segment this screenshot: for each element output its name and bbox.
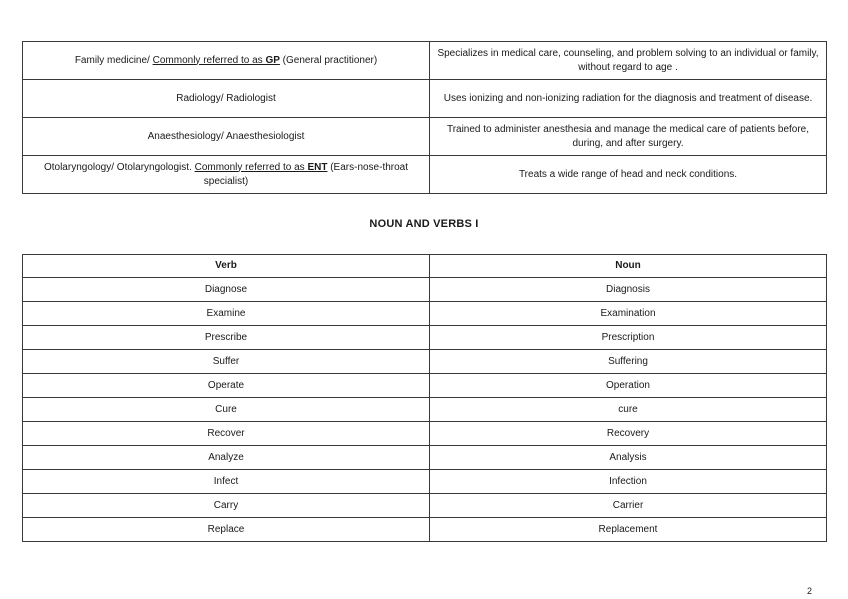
verb-cell: Carry [23, 494, 430, 518]
table-row [23, 278, 827, 302]
verb-cell: Examine [23, 302, 430, 326]
verb-cell: Cure [23, 398, 430, 422]
table-row [23, 518, 827, 542]
specialty-name: Family medicine/ Commonly referred to as GP (General practitioner) [23, 42, 430, 80]
noun-cell: Replacement [430, 518, 827, 542]
verb-noun-table [22, 254, 827, 542]
specialty-description: Trained to administer anesthesia and manage the medical care of patients before, during, and after surgery. [430, 118, 827, 156]
specialty-description: Specializes in medical care, counseling, and problem solving to an individual or family, without regard to age . [430, 42, 827, 80]
noun-cell: Suffering [430, 350, 827, 374]
noun-cell: Operation [430, 374, 827, 398]
column-header-noun: Noun [430, 255, 827, 278]
verb-cell: Analyze [23, 446, 430, 470]
table-row [23, 118, 827, 156]
verb-cell: Infect [23, 470, 430, 494]
table-row [23, 422, 827, 446]
noun-cell: Carrier [430, 494, 827, 518]
noun-cell: Prescription [430, 326, 827, 350]
verb-cell: Suffer [23, 350, 430, 374]
table-row [23, 398, 827, 422]
specialty-description: Treats a wide range of head and neck conditions. [430, 156, 827, 194]
noun-cell: Examination [430, 302, 827, 326]
verb-cell: Replace [23, 518, 430, 542]
specialty-name: Anaesthesiology/ Anaesthesiologist [23, 118, 430, 156]
noun-cell: cure [430, 398, 827, 422]
column-header-verb: Verb [23, 255, 430, 278]
verb-cell: Prescribe [23, 326, 430, 350]
page-number: 2 [806, 586, 812, 596]
table-row [23, 326, 827, 350]
verb-cell: Operate [23, 374, 430, 398]
table-row [23, 494, 827, 518]
noun-cell: Recovery [430, 422, 827, 446]
verb-cell: Diagnose [23, 278, 430, 302]
table-row [23, 156, 827, 194]
specialty-name: Otolaryngology/ Otolaryngologist. Commonly referred to as ENT (Ears-nose-throat specialist) [23, 156, 430, 194]
underlined-phrase: Commonly referred to as ENT [194, 161, 328, 173]
underlined-phrase: Commonly referred to as GP [152, 54, 280, 66]
noun-cell: Diagnosis [430, 278, 827, 302]
section-title: NOUN AND VERBS I [369, 218, 479, 230]
noun-cell: Analysis [430, 446, 827, 470]
table-row [23, 42, 827, 80]
table-row [23, 302, 827, 326]
specialty-description: Uses ionizing and non-ionizing radiation for the diagnosis and treatment of disease. [430, 80, 827, 118]
table-row [23, 80, 827, 118]
table-row [23, 350, 827, 374]
verb-cell: Recover [23, 422, 430, 446]
specialty-name: Radiology/ Radiologist [23, 80, 430, 118]
table-row [23, 470, 827, 494]
table-row [23, 374, 827, 398]
noun-cell: Infection [430, 470, 827, 494]
specialties-table [22, 41, 827, 194]
header-row [23, 255, 827, 278]
table-row [23, 446, 827, 470]
